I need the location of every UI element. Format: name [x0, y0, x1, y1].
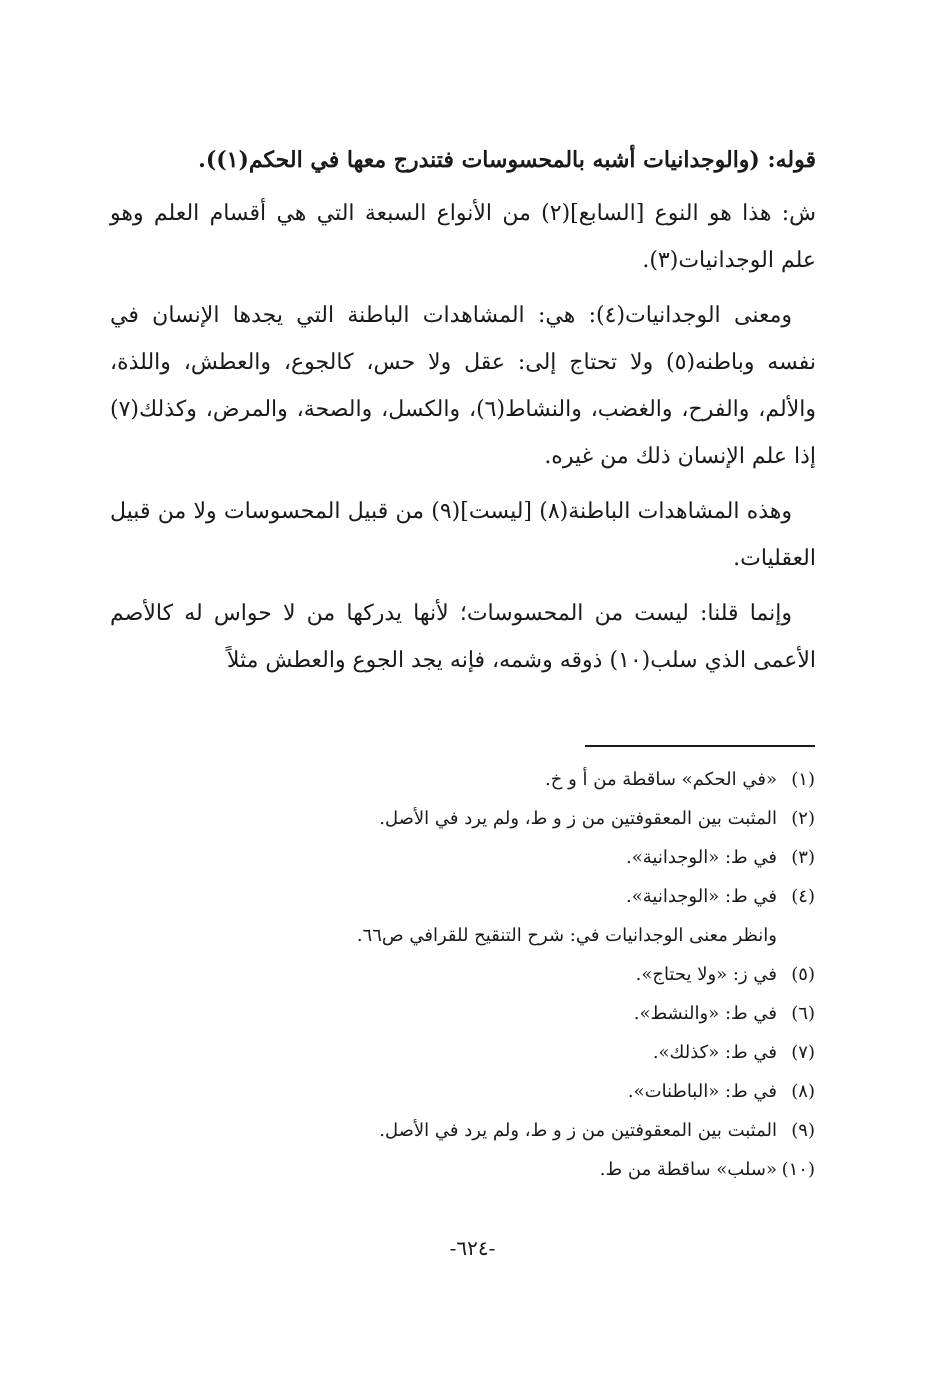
footnote: [240, 955, 815, 994]
footnote: [240, 760, 815, 799]
footnote-text: في ط: «والنشط».: [633, 1003, 777, 1024]
footnote-divider: [585, 745, 815, 747]
footnote-number: (٨): [791, 1081, 815, 1102]
footnote: [240, 1033, 815, 1072]
footnote: [240, 1111, 815, 1150]
footnote-number: (١٠): [781, 1159, 815, 1180]
paragraph-4: وإنما قلنا: ليست من المحسوسات؛ لأنها يدركها من لا حواس له كالأصم الأعمى الذي سلب(١٠) ذوقه وشمه، فإنه يجد الجوع والعطش مثلاً: [110, 601, 816, 673]
footnote-number: (٩): [791, 1120, 815, 1141]
footnote-text: في ط: «كذلك».: [652, 1042, 777, 1063]
footnote-text: في ط: «الباطنات».: [627, 1081, 777, 1102]
main-text: [110, 130, 816, 692]
quoted-heading: قوله: (والوجدانيات أشبه بالمحسوسات فتندرج معها في الحكم(١)).: [198, 147, 816, 173]
footnote: [240, 877, 815, 916]
footnote: [240, 1150, 815, 1189]
footnote-continuation: [240, 916, 815, 955]
footnote: [240, 1072, 815, 1111]
footnote-number: (٥): [791, 964, 815, 985]
footnote: [240, 838, 815, 877]
footnote-number: (٦): [791, 1003, 815, 1024]
footnotes: [240, 760, 815, 1189]
footnote-text: في ط: «الوجدانية».: [626, 847, 777, 868]
footnote-text: «في الحكم» ساقطة من أ و خ.: [545, 769, 777, 790]
footnote-number: (٧): [791, 1042, 815, 1063]
footnote: [240, 994, 815, 1033]
footnote-text: المثبت بين المعقوفتين من ز و ط، ولم يرد في الأصل.: [379, 808, 777, 829]
footnote-number: (٤): [791, 886, 815, 907]
paragraph-1: ش: هذا هو النوع [السابع](٢) من الأنواع السبعة التي هي أقسام العلم وهو علم الوجدانيات(٣).: [110, 201, 816, 273]
footnote-text: في ز: «ولا يحتاج».: [635, 964, 777, 985]
footnote: [240, 799, 815, 838]
paragraph-3: وهذه المشاهدات الباطنة(٨) [ليست](٩) من قبيل المحسوسات ولا من قبيل العقليات.: [110, 499, 816, 571]
paragraph-2: ومعنى الوجدانيات(٤): هي: المشاهدات الباطنة التي يجدها الإنسان في نفسه وباطنه(٥) ولا تحتاج إلى: عقل ولا حس، كالجوع، والعطش، واللذة، والألم، والفرح، والغضب، والنشاط(٦)، والكسل، والصحة، والمرض، وكذلك(٧) إذا علم الإنسان ذلك من غيره.: [110, 303, 817, 469]
footnote-text: في ط: «الوجدانية».: [626, 886, 777, 907]
footnote-number: (٢): [791, 808, 815, 829]
footnote-number: (١): [791, 769, 815, 790]
footnote-text: «سلب» ساقطة من ط.: [599, 1159, 777, 1180]
page-number: -٦٢٤-: [449, 1236, 496, 1260]
footnote-text: وانظر معنى الوجدانيات في: شرح التنقيح للقرافي ص٦٦.: [356, 925, 777, 946]
footnote-number: (٣): [791, 847, 815, 868]
footnote-text: المثبت بين المعقوفتين من ز و ط، ولم يرد في الأصل.: [379, 1120, 777, 1141]
